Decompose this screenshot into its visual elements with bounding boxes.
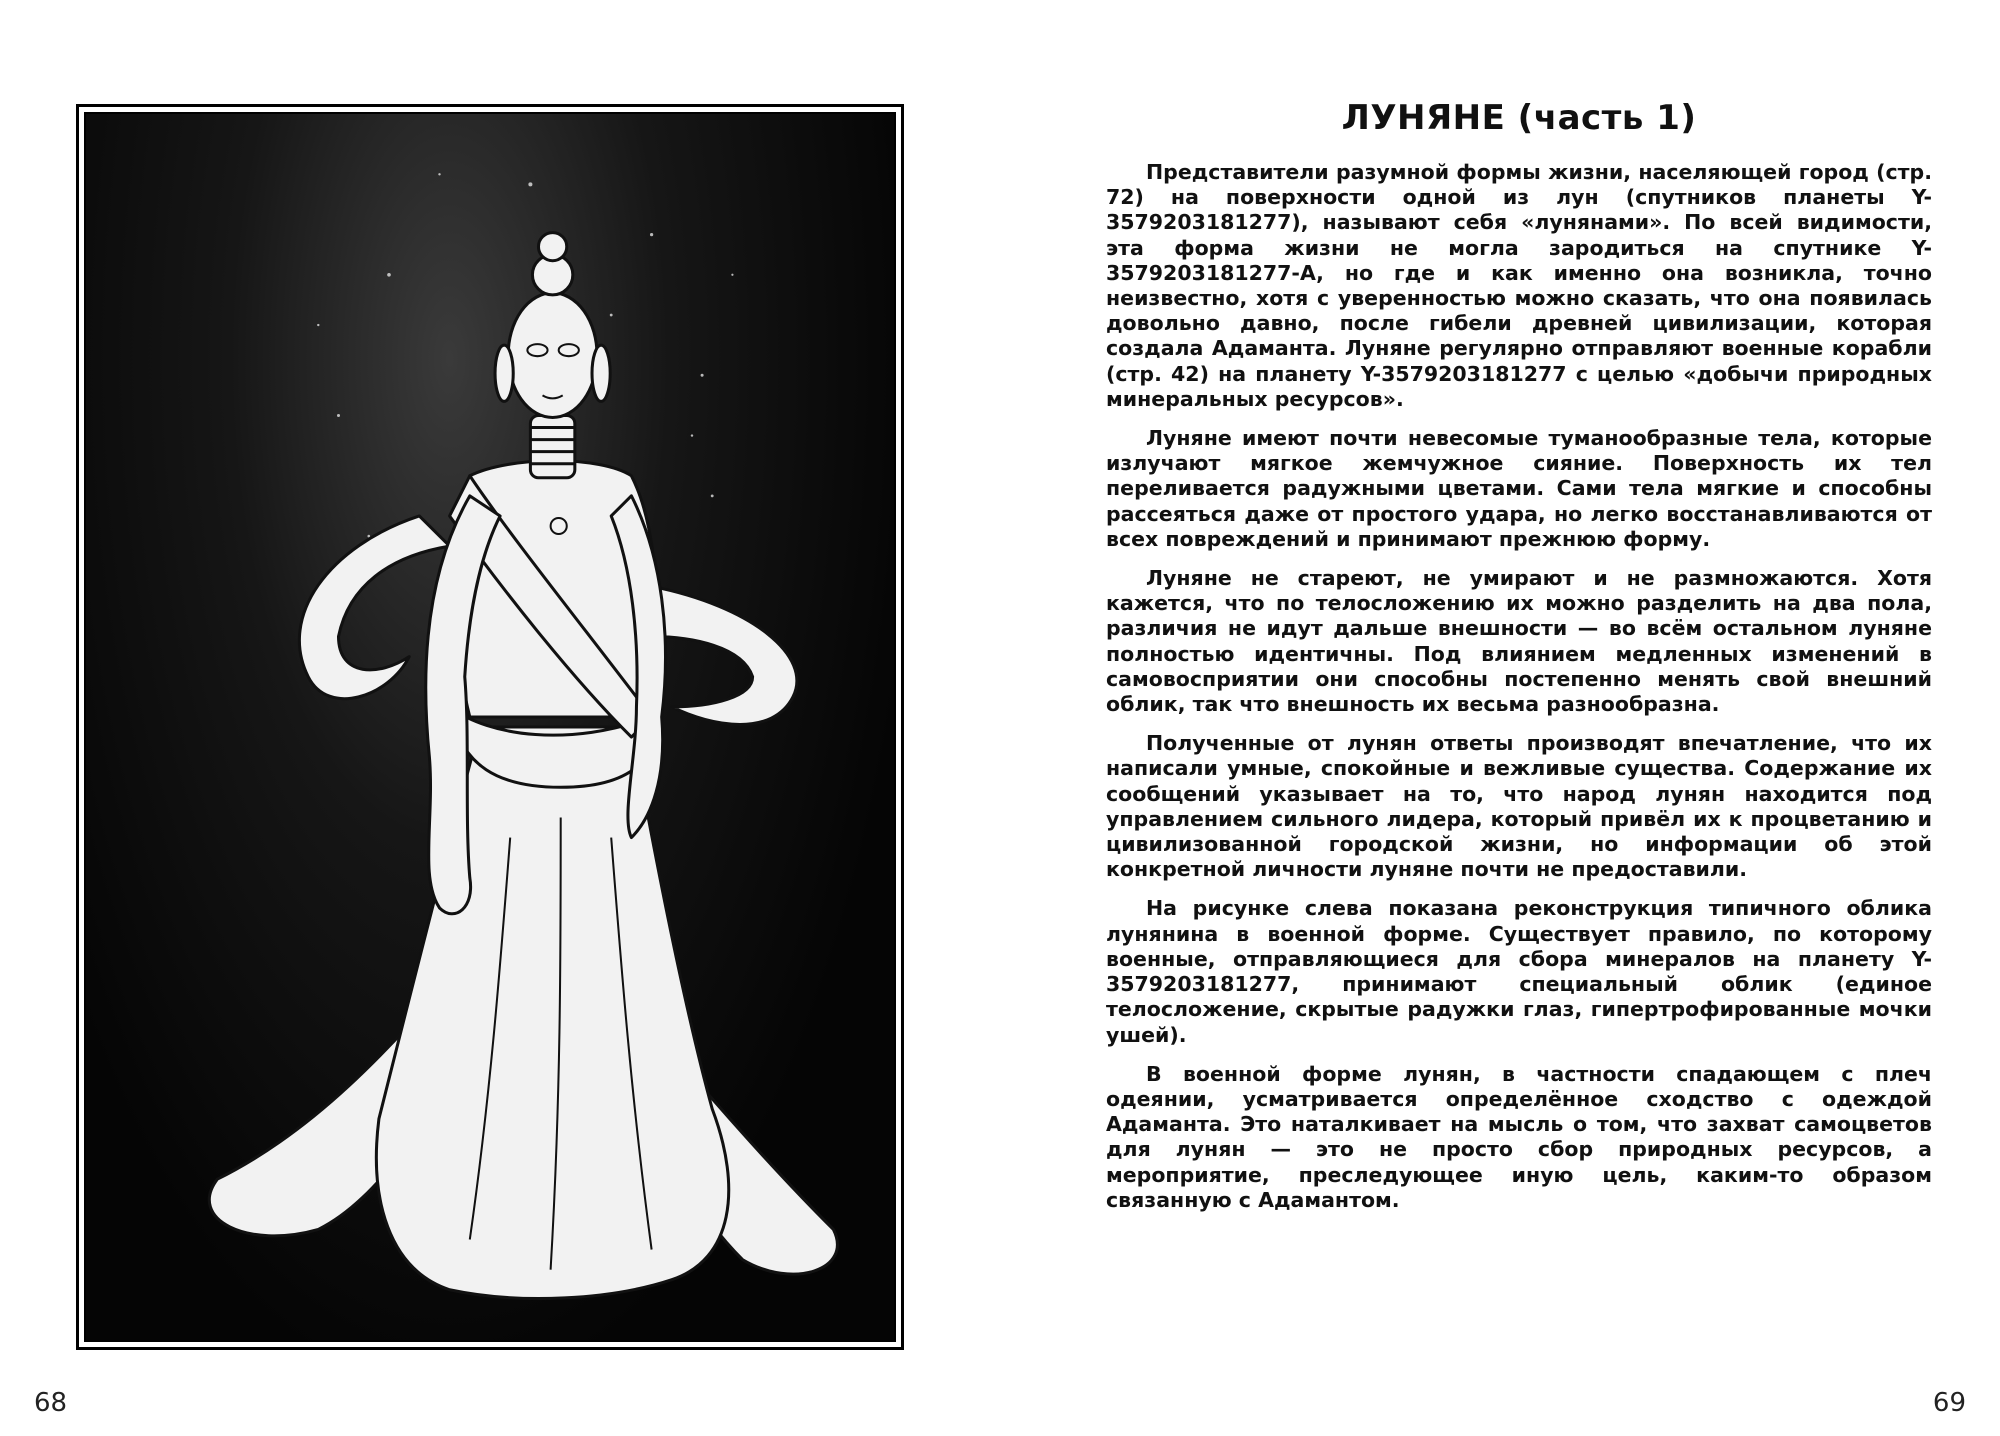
article-column xyxy=(1106,98,1932,1227)
illustration-frame xyxy=(76,104,904,1350)
paragraph-2: Луняне имеют почти невесомые туманообразные тела, которые излучают мягкое жемчужное сияние. Поверхность их тел переливается радужными цветами. Сами тела мягкие и способны рассеяться даже от простого удара, но легко восстанавливаются от всех повреждений и принимают прежнюю форму. xyxy=(1106,426,1932,551)
paragraph-5: На рисунке слева показана реконструкция типичного облика лунянина в военной форме. Существует правило, по которому военные, отправляющиеся для сбора минералов на планету Y-3579203181277, принимают специальный облик (единое телосложение, скрытые радужки глаз, гипертрофированные мочки ушей). xyxy=(1106,896,1932,1047)
page-number-right: 69 xyxy=(1932,1388,1966,1418)
paragraph-4: Полученные от лунян ответы производят впечатление, что их написали умные, спокойные и вежливые существа. Содержание их сообщений указывает на то, что народ лунян находится под управлением сильного лидера, который привёл их к процветанию и цивилизованной городской жизни, но информации об этой конкретной личности луняне почти не предоставили. xyxy=(1106,731,1932,882)
paragraph-1: Представители разумной формы жизни, населяющей город (стр. 72) на поверхности одной из лун (спутников планеты Y-3579203181277), называют себя «лунянами». По всей видимости, эта форма жизни не могла зародиться на спутнике Y-3579203181277-A, но где и как именно она возникла, точно неизвестно, хотя с уверенностью можно сказать, что она появилась довольно давно, после гибели древней цивилизации, которая создала Адаманта. Луняне регулярно отправляют военные корабли (стр. 42) на планету Y-3579203181277 с целью «добычи природных минеральных ресурсов». xyxy=(1106,160,1932,411)
page-number-left: 68 xyxy=(34,1388,68,1418)
page-title: ЛУНЯНЕ (часть 1) xyxy=(1341,98,1697,138)
figure-illustration-icon xyxy=(86,114,894,1340)
paragraph-6: В военной форме лунян, в частности спадающем с плеч одеянии, усматривается определённое сходство с одеждой Адаманта. Это наталкивает на мысль о том, что захват самоцветов для лунян — это не просто сбор природных ресурсов, а мероприятие, преследующее иную цель, каким-то образом связанную с Адамантом. xyxy=(1106,1061,1932,1212)
illustration-panel xyxy=(84,112,896,1342)
paragraph-3: Луняне не стареют, не умирают и не размножаются. Хотя кажется, что по телосложению их можно разделить на два пола, различия не идут дальше внешности — во всём остальном луняне полностью идентичны. Под влиянием медленных изменений в самовосприятии они способны постепенно менять свой внешний облик, так что внешность их весьма разнообразна. xyxy=(1106,566,1932,717)
